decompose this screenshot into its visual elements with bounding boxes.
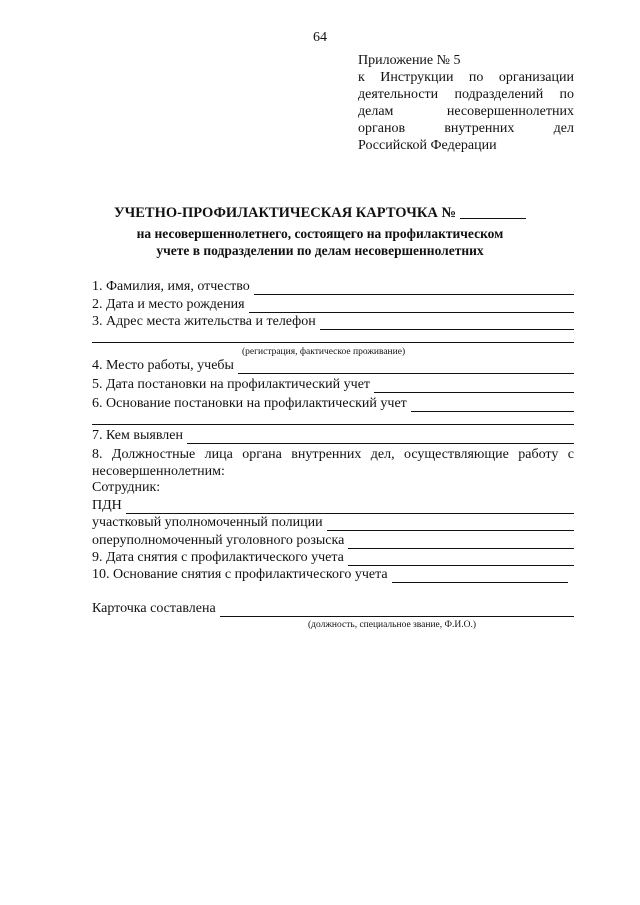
officials-line-2: несовершеннолетним:	[92, 464, 225, 479]
field-label: оперуполномоченный уголовного розыска	[92, 533, 345, 548]
field-label: ПДН	[92, 498, 122, 513]
field-label: 5. Дата постановки на профилактический учет	[92, 377, 371, 392]
field-label: 7. Кем выявлен	[92, 428, 183, 443]
appendix-title: Приложение № 5	[358, 53, 461, 68]
officials-line-1: 8. Должностные лица органа внутренних дел, осуществляющие работу с	[92, 447, 574, 462]
fill-line[interactable]	[348, 553, 574, 566]
fill-line[interactable]	[126, 501, 574, 514]
field-label: 9. Дата снятия с профилактического учета	[92, 550, 344, 565]
field-pdn	[92, 497, 574, 514]
field-label: участковый уполномоченный полиции	[92, 515, 323, 530]
signature-label: Карточка составлена	[92, 601, 216, 616]
field-label: 6. Основание постановки на профилактический учет	[92, 396, 407, 411]
field-ugro	[92, 532, 574, 549]
page-number: 64	[313, 30, 327, 45]
card-subtitle-1: на несовершеннолетнего, состоящего на профилактическом	[136, 226, 504, 241]
field-uup	[92, 514, 574, 531]
field-work	[92, 357, 574, 374]
card-title-text: УЧЕТНО-ПРОФИЛАКТИЧЕСКАЯ КАРТОЧКА №	[113, 205, 457, 221]
appendix-block	[358, 52, 574, 154]
appendix-line: к Инструкции по организации	[358, 70, 574, 85]
field-address	[92, 313, 574, 330]
signature-row	[92, 600, 574, 617]
field-officials	[92, 446, 574, 480]
appendix-line: делам несовершеннолетних	[358, 104, 574, 119]
fill-line[interactable]	[187, 431, 574, 444]
field-birth	[92, 296, 574, 313]
card-number-blank[interactable]	[460, 204, 526, 219]
fill-line[interactable]	[327, 518, 574, 531]
field-removal-date	[92, 549, 574, 566]
field-detected-by	[92, 427, 574, 444]
field-registration-reason	[92, 395, 574, 412]
appendix-line: деятельности подразделений по	[358, 87, 574, 102]
field-full-name	[92, 278, 574, 295]
field-label: 4. Место работы, учебы	[92, 358, 234, 373]
signature-caption: (должность, специальное звание, Ф.И.О.)	[308, 620, 477, 630]
signature-line[interactable]	[220, 604, 574, 617]
employee-label: Сотрудник:	[92, 480, 161, 495]
fill-line[interactable]	[320, 317, 574, 330]
field-registration-date	[92, 376, 574, 393]
card-title	[0, 204, 640, 222]
appendix-line: Российской Федерации	[358, 138, 497, 153]
field-label: 10. Основание снятия с профилактического учета	[92, 567, 388, 582]
fill-line[interactable]	[348, 536, 574, 549]
fill-line[interactable]	[238, 361, 574, 374]
fill-line[interactable]	[392, 570, 568, 583]
field-label: 2. Дата и место рождения	[92, 297, 245, 312]
fill-line[interactable]	[411, 399, 574, 412]
fill-line[interactable]	[374, 380, 574, 393]
fill-line[interactable]	[249, 300, 574, 313]
appendix-line: органов внутренних дел	[358, 121, 574, 136]
fill-line[interactable]	[254, 282, 574, 295]
field-label: 1. Фамилия, имя, отчество	[92, 279, 250, 294]
fill-line-reason-extra[interactable]	[92, 424, 574, 425]
field-removal-reason	[92, 566, 568, 583]
field-label: 3. Адрес места жительства и телефон	[92, 314, 316, 329]
fill-line-address-extra[interactable]	[92, 342, 574, 343]
address-caption: (регистрация, фактическое проживание)	[242, 347, 406, 357]
card-subtitle-2: учете в подразделении по делам несовершеннолетних	[156, 243, 484, 258]
